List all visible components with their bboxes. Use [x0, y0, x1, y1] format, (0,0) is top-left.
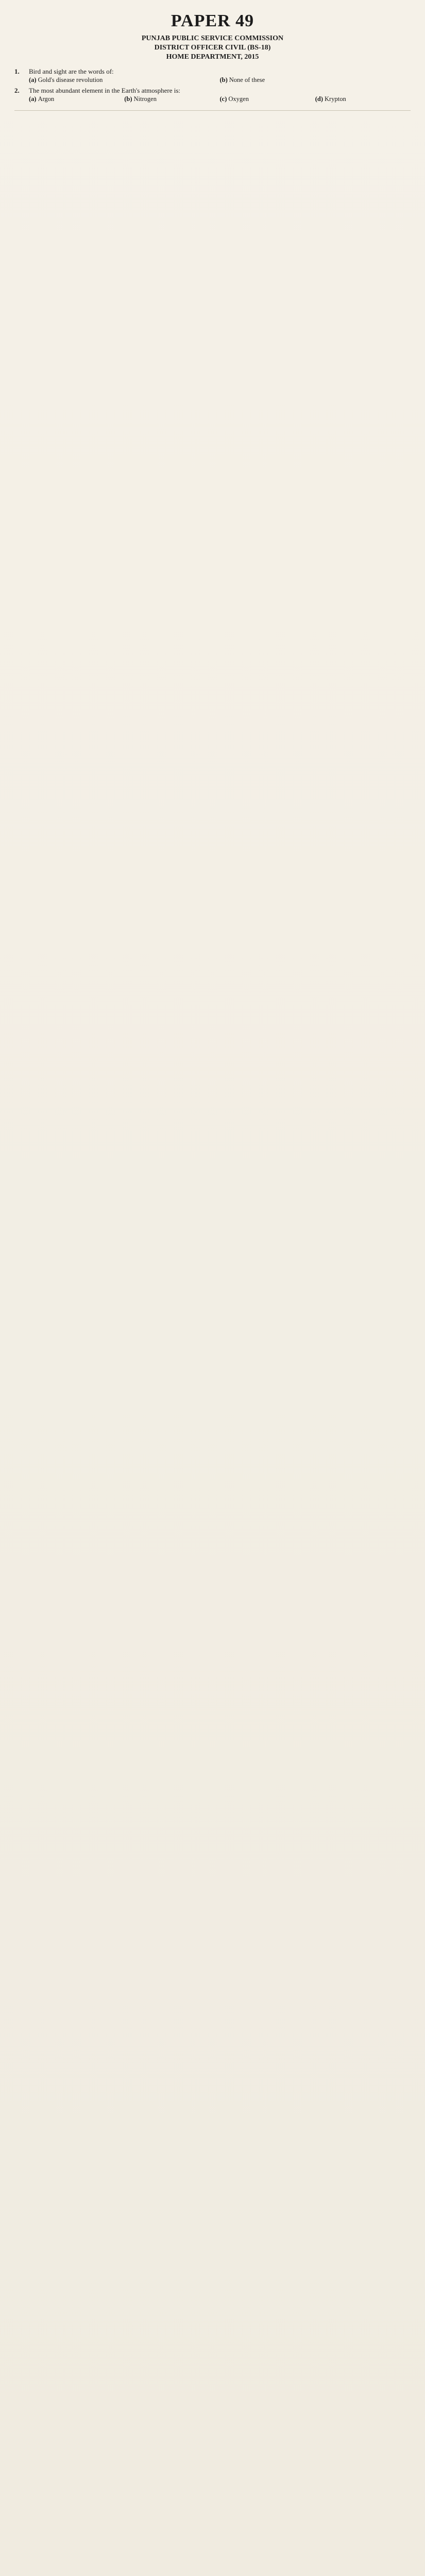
answer-options — [29, 95, 411, 103]
commission-name: PUNJAB PUBLIC SERVICE COMMISSION — [141, 35, 284, 42]
answer-option — [29, 76, 220, 84]
question-list — [14, 67, 411, 103]
option-key: (b) — [219, 76, 228, 83]
option-key: (a) — [29, 95, 37, 103]
option-key: (b) — [124, 95, 132, 103]
option-text: Gold's disease revolution — [38, 76, 103, 83]
option-text: Oxygen — [228, 95, 249, 103]
answer-option — [315, 95, 411, 103]
option-text: None of these — [229, 76, 265, 83]
option-key: (c) — [219, 95, 227, 103]
question-item — [14, 86, 411, 103]
option-key: (a) — [29, 76, 37, 83]
paper-number: PAPER 49 — [171, 11, 254, 30]
option-text: Nitrogen — [133, 95, 157, 103]
option-key: (d) — [315, 95, 324, 103]
answer-option — [220, 76, 411, 84]
answer-option — [124, 95, 219, 103]
answer-option — [29, 95, 124, 103]
post-title: DISTRICT OFFICER CIVIL (BS-18) — [154, 44, 271, 52]
option-text: Krypton — [325, 95, 346, 103]
answer-options — [29, 76, 411, 84]
remaining-questions-area — [14, 110, 411, 2576]
question-number: 1. — [14, 67, 20, 75]
question-text: The most abundant element in the Earth's atmosphere is: — [29, 87, 181, 94]
question-number: 2. — [14, 87, 20, 94]
question-item — [14, 67, 411, 84]
question-text: Bird and sight are the words of: — [29, 67, 114, 75]
option-text: Argon — [38, 95, 55, 103]
department-year: HOME DEPARTMENT, 2015 — [166, 53, 259, 61]
answer-option — [220, 95, 315, 103]
